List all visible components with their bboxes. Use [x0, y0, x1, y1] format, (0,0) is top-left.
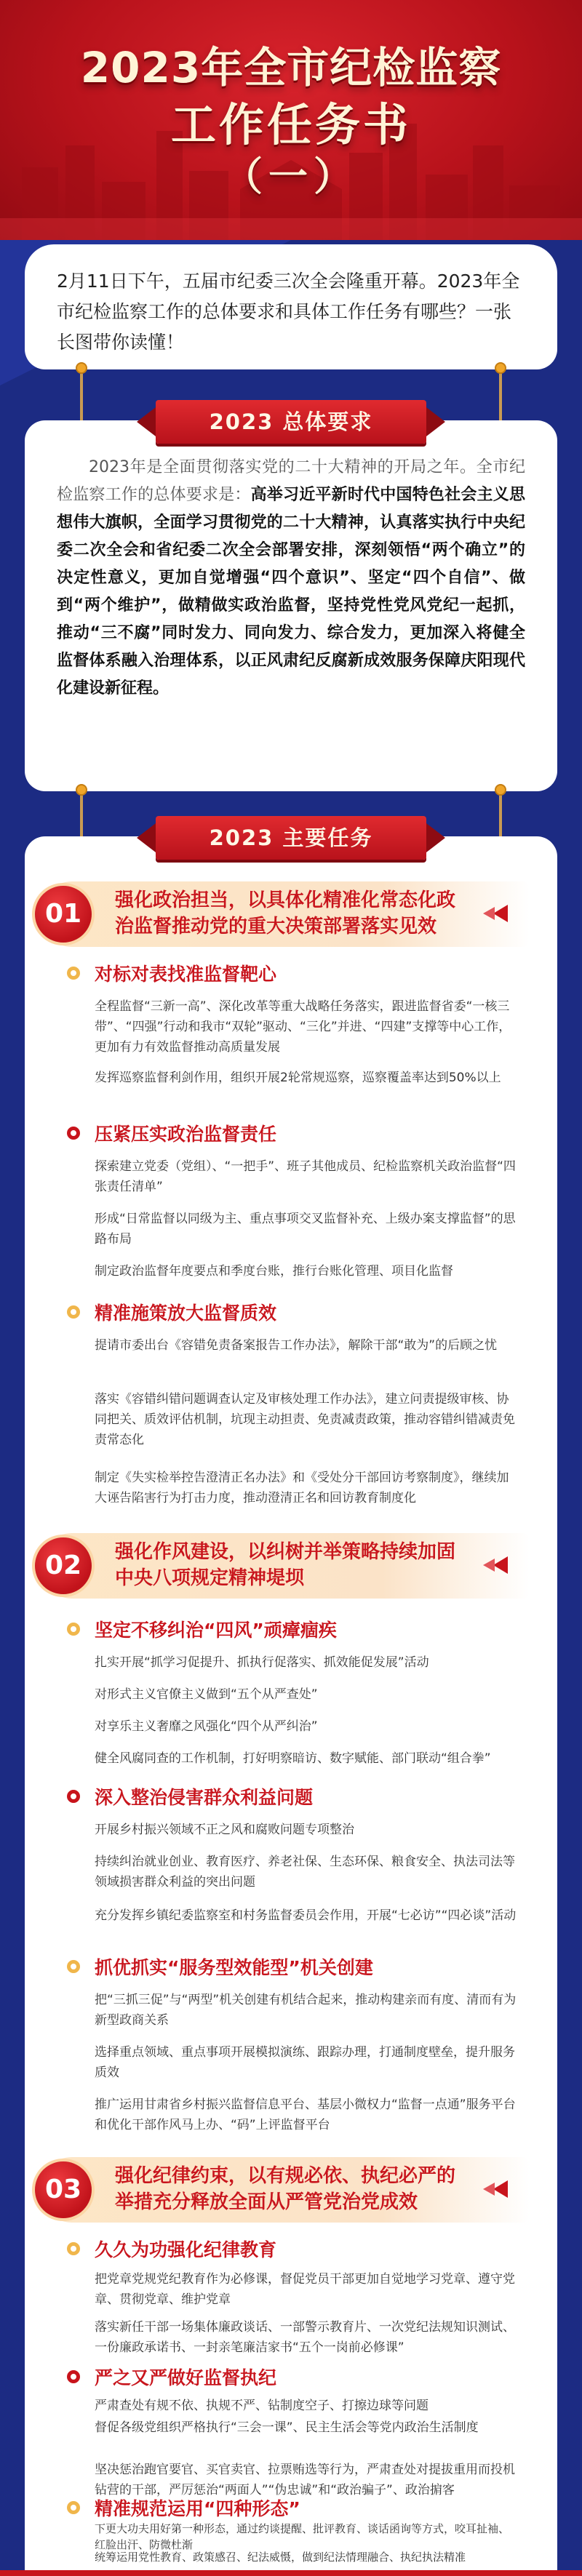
task-title: 强化纪律约束，以有规必依、执纪必严的举措充分释放全面从严管党治党成效: [115, 2165, 456, 2213]
sub-title: 深入整治侵害群众利益问题: [95, 1787, 314, 1808]
triangle-arrow-icon: [483, 2180, 508, 2198]
tasks-ribbon: 2023 主要任务: [156, 816, 426, 860]
task-paragraph: 落实新任干部一场集体廉政谈话、一部警示教育片、一次党纪法规知识测试、一份廉政承诺书、一封亲笔廉洁家书“五个一岗前必修课”: [95, 2320, 515, 2355]
overview-ribbon: 2023 总体要求: [156, 400, 426, 444]
pin-icon: [495, 362, 506, 428]
circle-bullet-icon: [67, 1790, 80, 1803]
sub-heading: [67, 1953, 373, 1980]
sub-title: 精准施策放大监督质效: [95, 1303, 277, 1324]
task-paragraph: 督促各级党组织严格执行“三会一课”、民主生活会等党内政治生活制度: [95, 2420, 479, 2435]
sub-heading: [67, 2495, 300, 2521]
task-paragraph: 推广运用甘肃省乡村振兴监督信息平台、基层小微权力“监督一点通”服务平台和优化干部作风马上办、“码”上评监督平台: [95, 2097, 516, 2132]
circle-bullet-icon: [67, 2501, 80, 2514]
task-paragraph: 对形式主义官僚主义做到“五个从严查处”: [95, 1687, 318, 1702]
task-paragraph: 制定政治监督年度要点和季度台账，推行台账化管理、项目化监督: [95, 1264, 453, 1279]
task-paragraph: 落实《容错纠错问题调查认定及审核处理工作办法》，建立问责提级审核、协同把关、质效评估机制，坑现主动担责、免责减责政策，推动容错纠错减责免责常态化: [95, 1392, 515, 1447]
task-paragraph: 统筹运用党性教育、政策感召、纪法威慑，做到纪法情理融合、执纪执法精准: [95, 2551, 466, 2564]
task-title: 强化作风建设，以纠树并举策略持续加固中央八项规定精神堤坝: [115, 1541, 456, 1589]
task-paragraph: 持续纠治就业创业、教育医疗、养老社保、生态环保、粮食安全、执法司法等领域损害群众利益的突出问题: [95, 1855, 515, 1889]
sub-title: 坚定不移纠治“四风”顽瘴痼疾: [95, 1620, 337, 1641]
circle-bullet-icon: [67, 1127, 80, 1140]
circle-bullet-icon: [67, 967, 80, 980]
sub-heading: [67, 1299, 276, 1325]
overview-requirements-text: 高举习近平新时代中国特色社会主义思想伟大旗帜，全面学习贯彻党的二十大精神，认真落实执行中央纪委二次全会和省纪委二次全会部署安排，深刻领悟“两个确立”的决定性意义，更加自觉增强“四个意识”、坚定“四个自信”、做到“两个维护”，做精做实政治监督，坚持党性党风党纪一起抓，推动“三不腐”同时发力、同向发力、综合发力，更加深入将健全监督体系融入治理体系，以正风肃纪反腐新成效服务保障庆阳现代化建设新征程。: [57, 486, 525, 697]
circle-bullet-icon: [67, 2370, 80, 2383]
sub-heading: [67, 1783, 313, 1809]
triangle-arrow-icon: [483, 905, 508, 922]
task-paragraph: 下更大功夫用好第一种形态，通过约谈提醒、批评教育、谈话函询等方式，咬耳扯袖、红脸出汗、防微杜渐: [95, 2522, 510, 2551]
task-paragraph: 严肃查处有规不依、执规不严、钻制度空子、打擦边球等问题: [95, 2399, 428, 2413]
intro-text: 2月11日下午，五届市纪委三次全会隆重开幕。2023年全市纪检监察工作的总体要求和具体工作任务有哪些？一张长图带你读懂！: [57, 271, 520, 353]
task-paragraph: 探索建立党委（党组）、“一把手”、班子其他成员、纪检监察机关政治监督“四张责任清单”: [95, 1159, 516, 1194]
task-number-badge: 01: [32, 883, 95, 945]
circle-bullet-icon: [67, 2242, 80, 2255]
task-header-03: [39, 2157, 530, 2223]
task-paragraph: 充分发挥乡镇纪委监察室和村务监督委员会作用，开展“七必访”“四必谈”活动: [95, 1908, 517, 1923]
task-paragraph: 制定《失实检举控告澄清正名办法》和《受处分干部回访考察制度》，继续加大诬告陷害行为打击力度，推动澄清正名和回访教育制度化: [95, 1471, 509, 1505]
title-line-3: （一）: [223, 153, 359, 199]
circle-bullet-icon: [67, 1305, 80, 1319]
task-title: 强化政治担当，以具体化精准化常态化政治监督推动党的重大决策部署落实见效: [115, 889, 456, 937]
title-line-1: 2023年全市纪检监察: [80, 43, 502, 92]
task-header-01: [39, 881, 530, 947]
task-header-02: [39, 1533, 530, 1599]
sub-title: 精准规范运用“四种形态”: [95, 2498, 300, 2519]
footer-stripe: [0, 2570, 582, 2576]
task-paragraph: 选择重点领域、重点事项开展模拟演练、跟踪办理，打通制度壁垒，提升服务质效: [95, 2045, 515, 2080]
task-paragraph: 健全风腐同查的工作机制，打好明察暗访、数字赋能、部门联动“组合拳”: [95, 1751, 491, 1766]
tasks-card: [25, 836, 557, 2576]
triangle-arrow-icon: [483, 1556, 508, 1574]
task-paragraph: 坚决惩治跑官要官、买官卖官、拉票贿选等行为，严肃查处对提拔重用而投机钻营的干部，严厉惩治“两面人”“伪忠诚”和“政治骗子”、政治掮客: [95, 2463, 515, 2497]
sub-heading: [67, 1120, 276, 1146]
sub-title: 压紧压实政治监督责任: [95, 1124, 277, 1145]
overview-intro-text: 2023年是全面贯彻落实党的二十大精神的开局之年。全市纪检监察工作的总体要求是：: [57, 458, 525, 504]
sub-heading: [67, 2236, 276, 2262]
sub-title: 严之又严做好监督执纪: [95, 2367, 277, 2388]
task-paragraph: 发挥巡察监督利剑作用，组织开展2轮常规巡察，巡察覆盖率达到50%以上: [95, 1071, 501, 1085]
task-paragraph: 把“三抓三促”与“两型”机关创建有机结合起来，推动构建亲而有度、清而有为新型政商关系: [95, 1993, 517, 2028]
poster-header: [0, 0, 582, 247]
task-paragraph: 扎实开展“抓学习促提升、抓执行促落实、抓效能促发展”活动: [95, 1655, 429, 1670]
sub-title: 对标对表找准监督靶心: [95, 964, 277, 985]
sub-heading: [67, 1616, 337, 1642]
task-paragraph: 把党章党规党纪教育作为必修课，督促党员干部更加自觉地学习党章、遵守党章、贯彻党章、维护党章: [95, 2272, 515, 2307]
task-paragraph: 形成“日常监督以同级为主、重点事项交叉监督补充、上级办案支撑监督”的思路布局: [95, 1212, 516, 1247]
circle-bullet-icon: [67, 1960, 80, 1973]
circle-bullet-icon: [67, 1623, 80, 1636]
overview-paragraph: [25, 420, 557, 703]
sub-heading: [67, 960, 276, 986]
task-paragraph: 开展乡村振兴领域不正之风和腐败问题专项整治: [95, 1823, 354, 1837]
task-number-badge: 02: [32, 1535, 95, 1597]
task-paragraph: 提请市委出台《容错免责备案报告工作办法》，解除干部“敢为”的后顾之忧: [95, 1338, 498, 1353]
sub-heading: [67, 2364, 276, 2390]
task-paragraph: 对享乐主义奢靡之风强化“四个从严纠治”: [95, 1719, 318, 1734]
sub-title: 久久为功强化纪律教育: [95, 2239, 277, 2260]
intro-card: [25, 244, 557, 369]
task-paragraph: 全程监督“三新一高”、深化改革等重大战略任务落实，跟进监督省委“一核三带”、“四强”行动和我市“双轮”驱动、“三化”并进、“四建”支撑等中心工作，更加有力有效监督推动高质量发展: [95, 999, 511, 1055]
overview-card: [25, 420, 557, 791]
pin-icon: [76, 362, 87, 428]
task-number-badge: 03: [32, 2159, 95, 2221]
sub-title: 抓优抓实“服务型效能型”机关创建: [95, 1957, 373, 1978]
title-line-2: 工作任务书: [170, 98, 411, 151]
